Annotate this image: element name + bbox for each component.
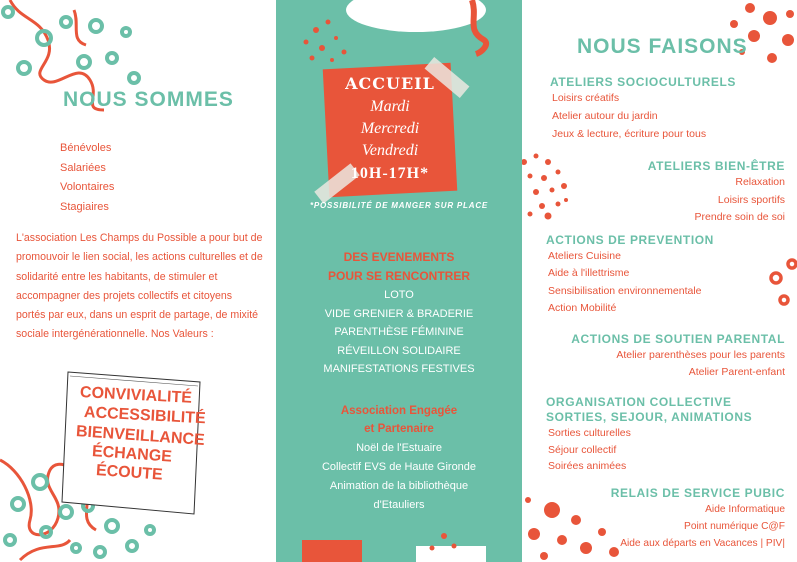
- activity-item: Atelier Parent-enfant: [688, 365, 785, 378]
- activity-item: Loisirs sportifs: [717, 193, 785, 206]
- partner-item: Collectif EVS de Haute Gironde: [321, 461, 477, 473]
- accueil-title: ACCUEIL: [345, 74, 435, 93]
- accueil-day: Vendredi: [361, 142, 419, 159]
- activity-item: Aide aux départs en Vacances | PIV|: [620, 538, 785, 549]
- partners-list: [292, 439, 506, 515]
- members-list: [60, 139, 114, 217]
- section-title: SORTIES, SEJOUR, ANIMATIONS: [546, 410, 753, 424]
- activity-item: Aide à l'illettrisme: [548, 267, 630, 280]
- section-ateliers-bien-etre: [648, 159, 785, 227]
- accueil-hours: 10H-17H*: [350, 165, 430, 182]
- value-item: ÉCOUTE: [95, 462, 164, 484]
- activity-item: Sensibilisation environnementale: [548, 284, 702, 297]
- activity-item: Prendre soin de soi: [694, 211, 785, 224]
- accueil-day: Mardi: [370, 98, 410, 115]
- activity-item: Action Mobilité: [548, 302, 617, 315]
- values-list: [75, 383, 207, 484]
- section-ateliers-socioculturels: [550, 75, 736, 143]
- events-heading-line: POUR SE RENCONTRER: [327, 269, 470, 283]
- partners-heading-line: Association Engagée: [340, 405, 458, 417]
- value-item: BIENVEILLANCE: [75, 423, 206, 449]
- activity-item: Atelier autour du jardin: [552, 109, 658, 122]
- member-item: Volontaires: [60, 181, 115, 193]
- partners-heading: [292, 402, 506, 438]
- activity-item: Aide Informatique: [705, 504, 785, 515]
- event-item: RÉVEILLON SOLIDAIRE: [337, 344, 461, 357]
- partner-item: Animation de la bibliothèque: [329, 480, 469, 492]
- events-heading: [292, 248, 506, 286]
- accueil-day: Mercredi: [360, 120, 420, 137]
- section-organisation-collective: [546, 395, 752, 475]
- activity-item: Point numérique C@F: [684, 521, 785, 532]
- activity-item: Séjour collectif: [548, 443, 617, 456]
- value-item: ACCESSIBILITÉ: [83, 403, 207, 427]
- activity-item: Ateliers Cuisine: [548, 250, 621, 262]
- panel-nous-sommes: [0, 0, 276, 562]
- event-item: VIDE GRENIER & BRADERIE: [324, 307, 474, 320]
- member-item: Salariées: [60, 161, 106, 174]
- value-item: CONVIVIALITÉ: [79, 384, 193, 407]
- section-title: ORGANISATION COLLECTIVE: [546, 395, 732, 409]
- events-heading-line: DES EVENEMENTS: [343, 250, 455, 264]
- event-item: MANIFESTATIONS FESTIVES: [323, 363, 475, 376]
- accueil-text: [326, 72, 454, 186]
- association-description: L'association Les Champs du Possible a pour but de promouvoir le lien social, les actions culturelles et de solidarité entre les habitants, de stimuler et accompagner des projets collectifs et citoyens portés par eux, dans un esprit de partage, de mixité sociale intergénérationnelle. Nos Valeurs :: [16, 232, 263, 341]
- events-list: [292, 286, 506, 379]
- member-item: Stagiaires: [60, 200, 109, 213]
- activity-item: Soirées animées: [548, 460, 627, 473]
- section-actions-prevention: [546, 233, 714, 318]
- partners-heading-line: et Partenaire: [364, 423, 434, 435]
- nous-sommes-title: NOUS SOMMES: [63, 88, 234, 111]
- activity-item: Relaxation: [735, 176, 785, 188]
- section-title: RELAIS DE SERVICE PUBIC: [610, 486, 785, 500]
- activity-item: Atelier parenthèses pour les parents: [616, 349, 785, 361]
- section-title: ATELIERS SOCIOCULTURELS: [550, 75, 737, 89]
- section-title: ATELIERS BIEN-ÊTRE: [647, 159, 785, 173]
- section-soutien-parental: [571, 332, 785, 380]
- panel-nous-faisons: [522, 0, 797, 562]
- event-item: PARENTHÈSE FÉMININE: [334, 326, 464, 339]
- activity-item: Jeux & lecture, écriture pour tous: [552, 127, 707, 140]
- section-title: ACTIONS DE PREVENTION: [546, 233, 714, 247]
- partner-item: d'Etauliers: [373, 499, 425, 511]
- activity-item: Loisirs créatifs: [552, 92, 620, 104]
- member-item: Bénévoles: [60, 142, 112, 154]
- activity-item: Sorties culturelles: [548, 427, 631, 439]
- value-item: ÉCHANGE: [91, 442, 173, 466]
- event-item: LOTO: [384, 289, 414, 301]
- panel-accueil: [276, 0, 522, 562]
- section-relais-service-public: [611, 486, 785, 552]
- partner-item: Noël de l'Estuaire: [356, 442, 442, 454]
- section-title: ACTIONS DE SOUTIEN PARENTAL: [571, 332, 785, 346]
- accueil-note: *POSSIBILITÉ DE MANGER SUR PLACE: [309, 201, 489, 210]
- nous-faisons-title: NOUS FAISONS: [577, 35, 748, 58]
